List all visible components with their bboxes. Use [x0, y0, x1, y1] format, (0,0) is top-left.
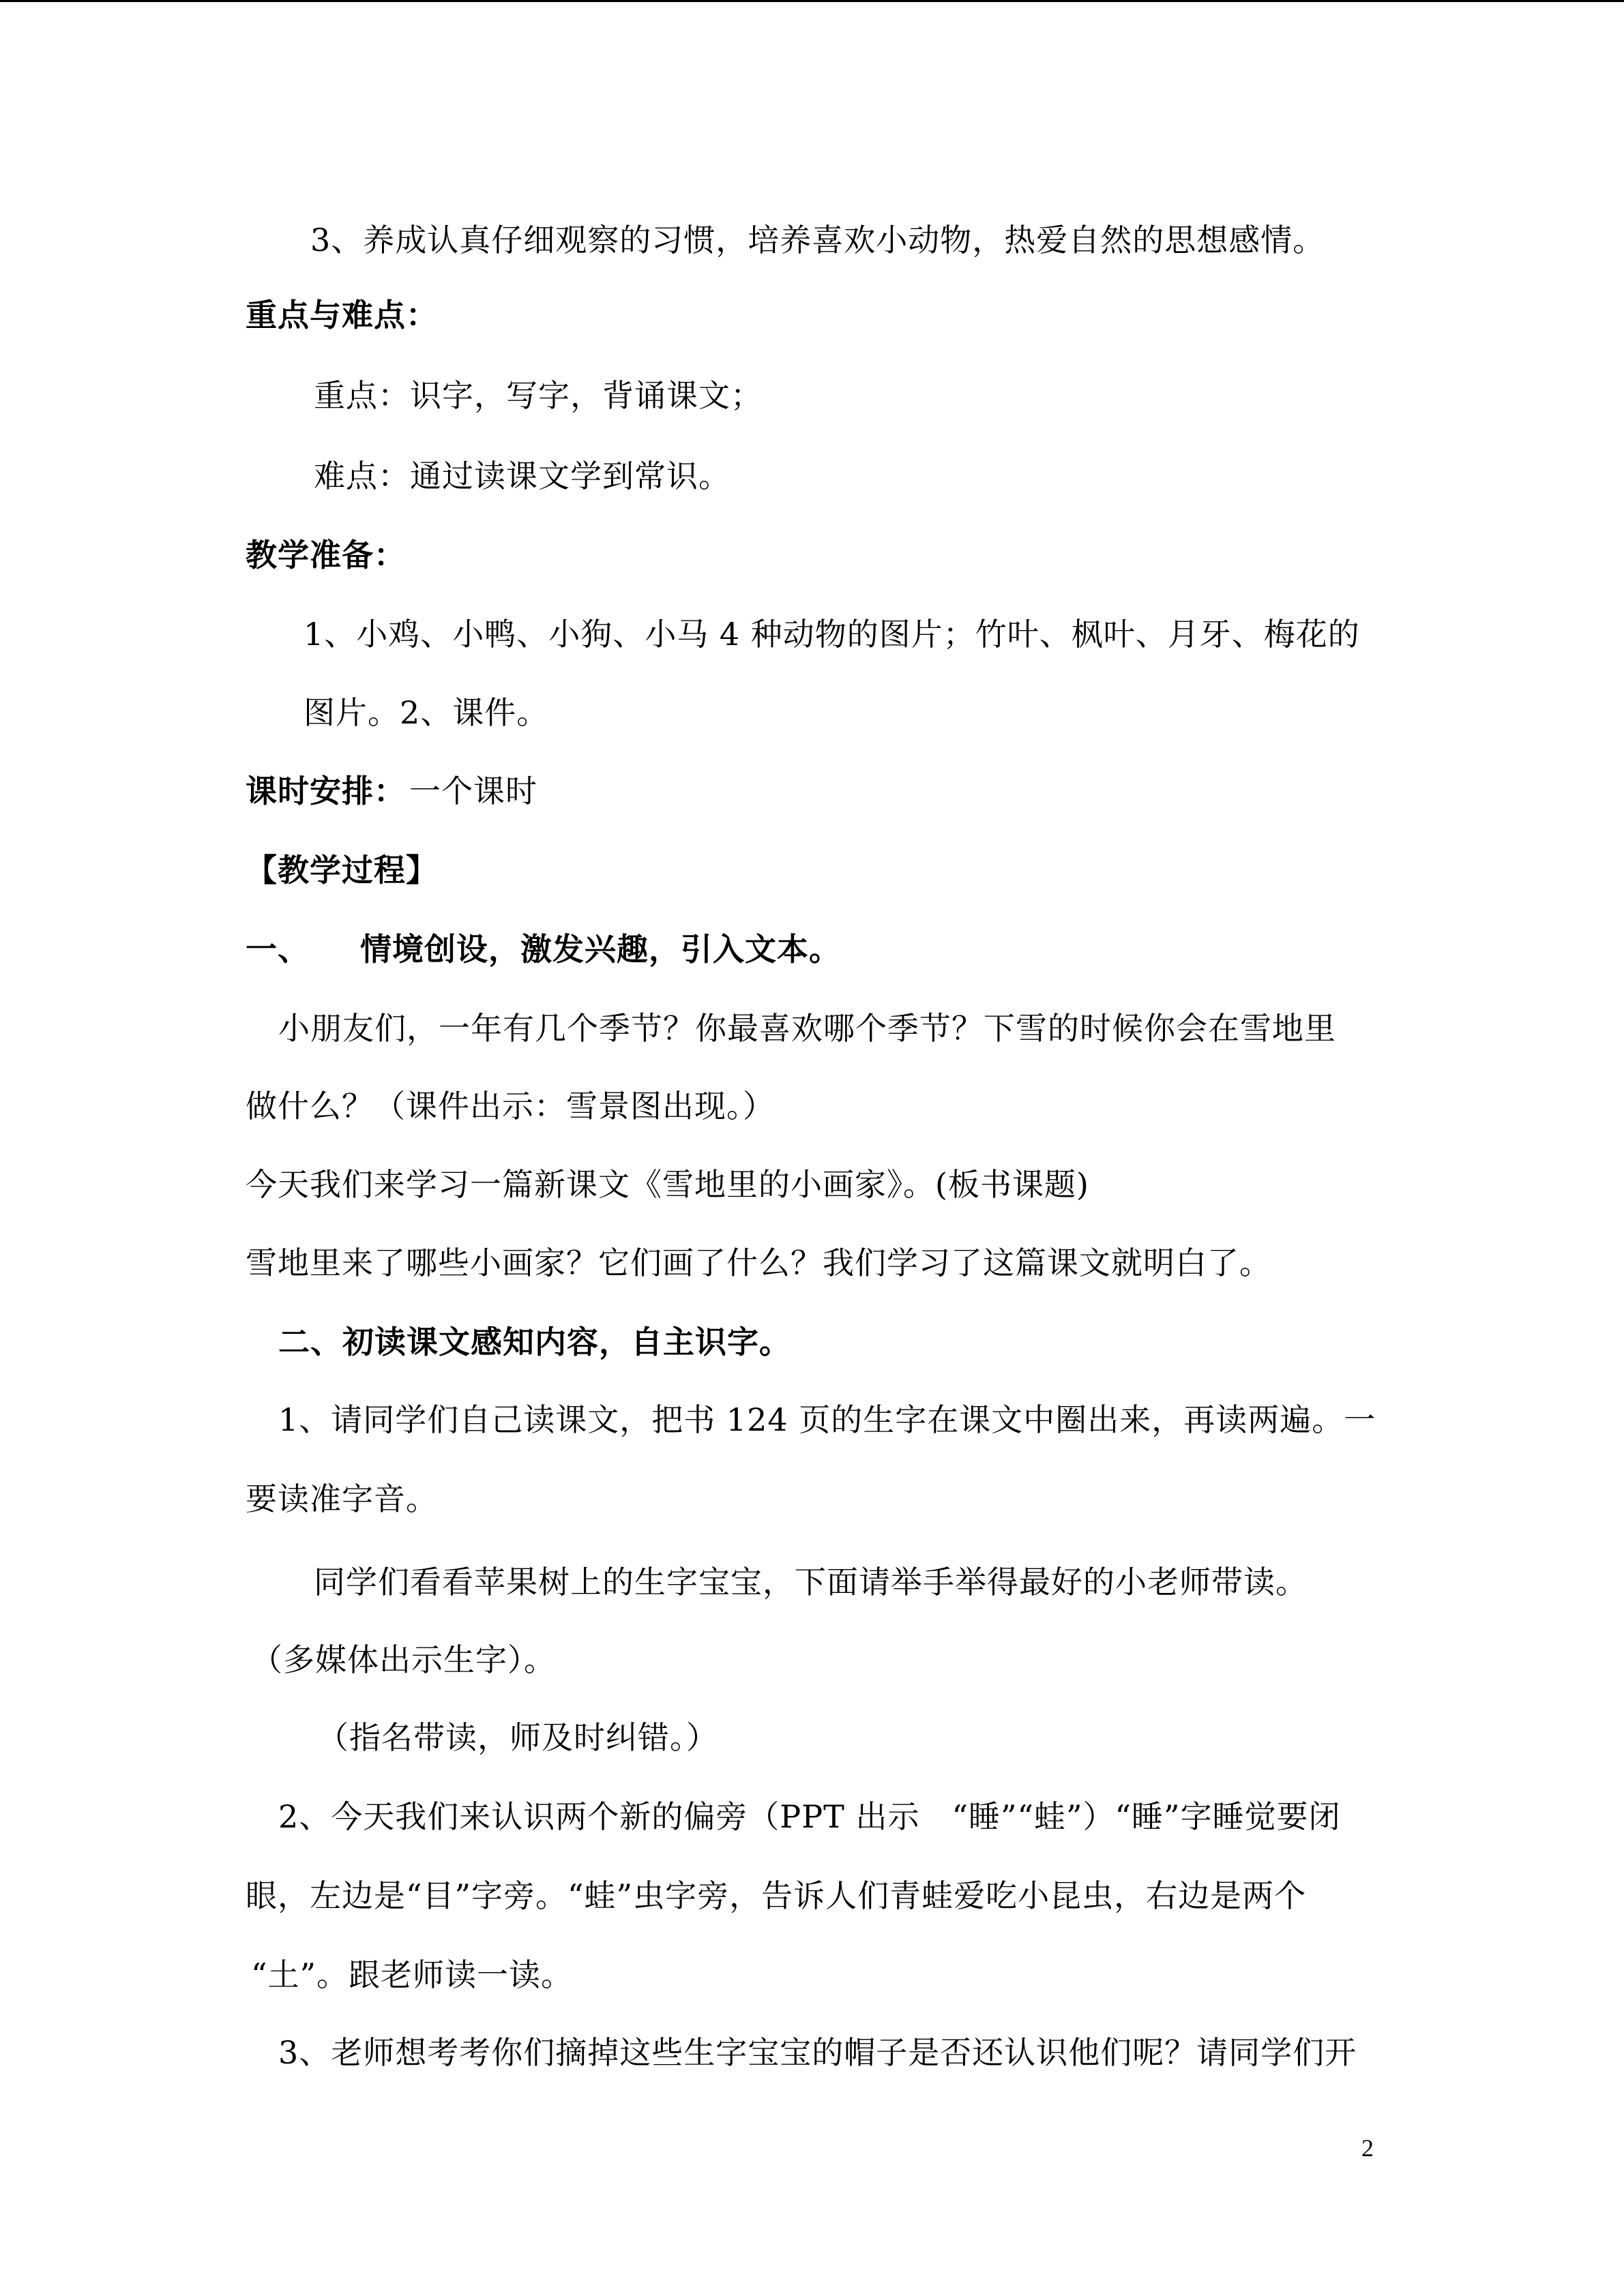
- paragraph-question: 雪地里来了哪些小画家？它们画了什么？我们学习了这篇课文就明白了。: [246, 1244, 1271, 1281]
- schedule-value: 一个课时: [409, 773, 537, 809]
- page-number: 2: [1361, 2134, 1374, 2162]
- heading-schedule: 课时安排：: [246, 773, 406, 809]
- step-2-line-3: “土”。跟老师读一读。: [251, 1956, 574, 1993]
- step-1-line-4: （多媒体出示生字）。: [251, 1641, 556, 1678]
- heading-key-difficult: 重点与难点：: [246, 297, 438, 333]
- preparation-item-1: 1、小鸡、小鸭、小狗、小马 4 种动物的图片；竹叶、枫叶、月牙、梅花的: [304, 616, 1360, 653]
- step-2-line-2: 眼，左边是“目”字旁。“蛙”虫字旁，告诉人们青蛙爱吃小昆虫，右边是两个: [246, 1877, 1307, 1914]
- section-2-title: 二、初读课文感知内容，自主识字。: [278, 1324, 791, 1360]
- key-point: 重点：识字，写字，背诵课文；: [314, 377, 763, 414]
- step-3-line-1: 3、老师想考考你们摘掉这些生字宝宝的帽子是否还认识他们呢？请同学们开: [278, 2034, 1357, 2071]
- top-border: [0, 0, 1624, 2]
- paragraph-intro-line-2: 做什么？（课件出示：雪景图出现。）: [246, 1088, 775, 1124]
- step-1-line-1: 1、请同学们自己读课文，把书 124 页的生字在课文中圈出来，再读两遍。一: [278, 1401, 1376, 1438]
- difficult-point: 难点：通过读课文学到常识。: [314, 458, 730, 494]
- section-1-number: 一、: [246, 931, 310, 968]
- step-1-line-5: （指名带读，师及时纠错。）: [317, 1719, 718, 1756]
- objective-3: 3、养成认真仔细观察的习惯，培养喜欢小动物，热爱自然的思想感情。: [310, 222, 1325, 258]
- paragraph-intro-line-1: 小朋友们，一年有几个季节？你最喜欢哪个季节？下雪的时候你会在雪地里: [278, 1010, 1336, 1047]
- preparation-item-2: 图片。2、课件。: [304, 694, 549, 731]
- step-1-line-3: 同学们看看苹果树上的生字宝宝，下面请举手举得最好的小老师带读。: [314, 1564, 1308, 1600]
- step-1-line-2: 要读准字音。: [246, 1480, 438, 1517]
- paragraph-new-lesson: 今天我们来学习一篇新课文《雪地里的小画家》。(板书课题): [246, 1166, 1089, 1203]
- step-2-line-1: 2、今天我们来认识两个新的偏旁（PPT 出示 “睡”“蛙”）“睡”字睡觉要闭: [278, 1798, 1341, 1835]
- section-1-title: 情境创设，激发兴趣，引入文本。: [360, 931, 841, 968]
- heading-teaching-process: 【教学过程】: [246, 852, 438, 889]
- heading-preparation: 教学准备：: [246, 537, 406, 573]
